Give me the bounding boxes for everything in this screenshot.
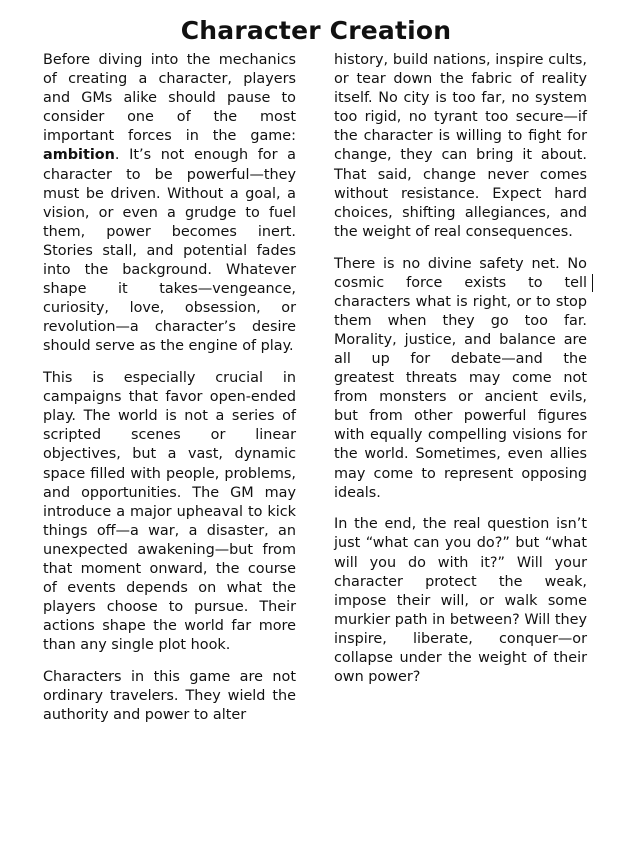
text-cursor [592,274,593,292]
page-title: Character Creation [180,16,452,45]
paragraph-ambition-rest: . It’s not enough for a character to be powerful—they must be driven. Without a goal, a vision, or even a grudge to fuel them, power becomes inert. Stories stall, and potential fades into the background. Whatever shape it takes—vengeance, curiosity, love, obsession, or revolution—a character’s desire should serve as the engine of play. [43,147,296,355]
paragraph-characters-start: Characters in this game are not ordinary travelers. They wield the authority and power to alter [43,669,296,724]
right-column [334,51,587,687]
keyword-ambition: ambition [43,147,115,164]
paragraph-ambition-intro: Before diving into the mechanics of creating a character, players and GMs alike should pause to consider one of the most important forces in the game: [43,52,296,145]
paragraph-open-ended-play: This is especially crucial in campaigns that favor open-ended play. The world is not a series of scripted scenes or linear objectives, but a vast, dynamic space filled with people, problems, and opportunities. The GM may introduce a major upheaval to kick things off—a war, a disaster, an unexpected awakening—but from that moment onward, the course of events depends on what the players choose to pursue. Their actions shape the world far more than any single plot hook. [43,370,296,654]
paragraph-ambition [43,51,296,357]
left-column [43,51,296,725]
paragraph-characters-continued: history, build nations, inspire cults, or tear down the fabric of reality itself. No city is too far, no system too rigid, no tyrant too secure—if the character is willing to fight for change, they can bring it about. That said, change never comes without resistance. Expect hard choices, shifting allegiances, and the weight of real consequences. [334,52,587,240]
paragraph-real-question: In the end, the real question isn’t just “what can you do?” but “what will you do with it?” Will your character protect the weak, impose their will, or walk some murkier path in between? Will they inspire, liberate, conquer—or collapse under the weight of their own power? [334,516,587,686]
paragraph-no-safety-net: There is no divine safety net. No cosmic force exists to tell characters what is right, or to stop them when they go too far. Morality, justice, and balance are all up for debate—and the greatest threats may come not from monsters or ancient evils, but from other powerful figures with equally compelling visions for the world. Sometimes, even allies may come to represent opposing ideals. [334,255,587,501]
